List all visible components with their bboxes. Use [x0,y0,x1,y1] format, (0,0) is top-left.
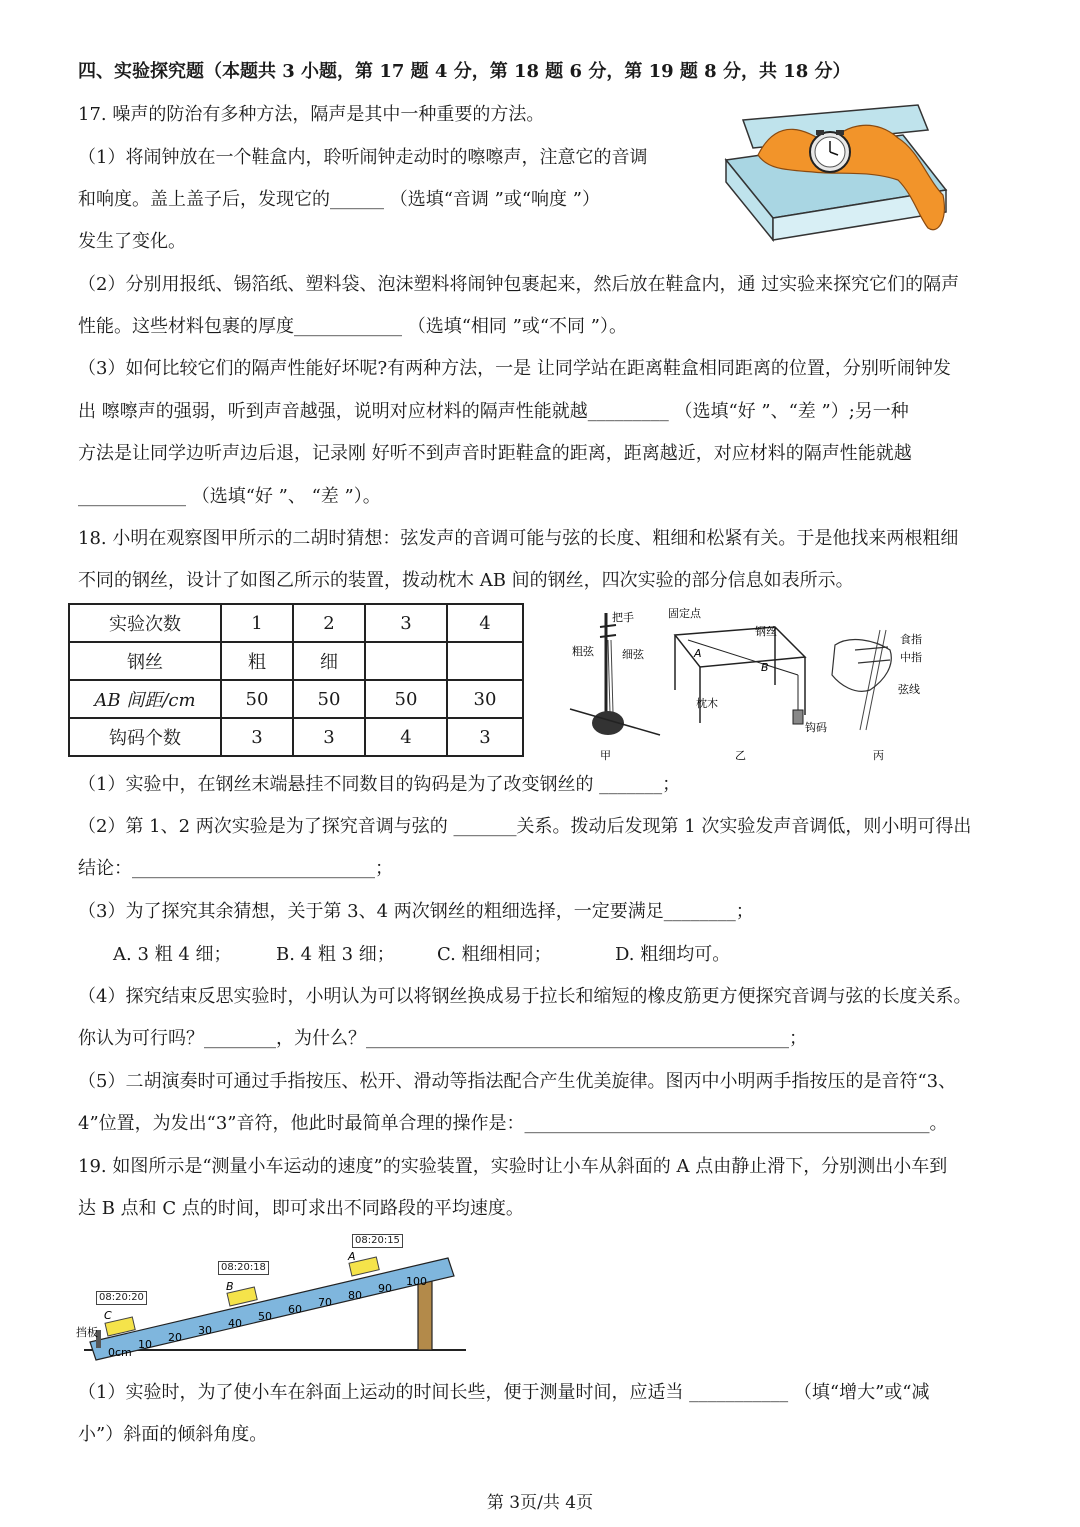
table-row [69,604,523,642]
table-cell: 4 [447,604,523,642]
q19-stem-line2: 达 B 点和 C 点的时间，即可求出不同路段的平均速度。 [78,1198,524,1219]
q17-part3-line1: （3）如何比较它们的隔声性能好坏呢?有两种方法，一是 让同学站在距离鞋盒相同距离的位置，分别听闹钟发 [78,358,951,379]
page-footer: 第 3页/共 4页 [486,1493,594,1513]
table-cell: 钢丝 [69,642,221,680]
table-cell [447,642,523,680]
table-cell: AB 间距/cm [69,680,221,718]
q17-part3-line3: 方法是让同学边听声边后退，记录刚 好听不到声音时距鞋盒的距离，距离越近，对应材料的隔声性能就越 [78,443,912,464]
q17-part1-line1: （1）将闹钟放在一个鞋盒内，聆听闹钟走动时的嚓嚓声，注意它的音调 [78,147,648,168]
ruler-tick: 30 [198,1324,212,1337]
ruler-tick: 20 [168,1331,182,1344]
table-row [69,642,523,680]
q19-stem-line1: 19. 如图所示是“测量小车运动的速度”的实验装置，实验时让小车从斜面的 A 点由静止滑下，分别测出小车到 [78,1156,948,1177]
label-handle: 把手 [612,611,634,624]
timer-c: 08:20:20 [96,1291,147,1305]
q17-part3-line2: 出 嚓嚓声的强弱，听到声音越强，说明对应材料的隔声性能就越_________ （选填“好 ”、“差 ”）;另一种 [78,401,909,422]
table-cell: 钩码个数 [69,718,221,756]
ruler-tick: 80 [348,1289,362,1302]
experiment-table [68,603,524,757]
table-cell: 3 [293,718,365,756]
q18-option-b: B. 4 粗 3 细； [276,944,395,965]
table-cell: 30 [447,680,523,718]
ruler-zero-label: 0cm [108,1346,132,1359]
q18-sub5-line2: 4”位置，为发出“3”音符，他此时最简单合理的操作是：_____________________________________________。 [78,1113,948,1134]
bench-icon [675,627,805,724]
q17-part2-line2: 性能。这些材料包裹的厚度____________ （选填“相同 ”或“不同 ”）。 [78,316,627,337]
q18-sub2-line1: （2）第 1、2 两次实验是为了探究音调与弦的 _______关系。拨动后发现第 1 次实验发声音调低，则小明可得出 [78,816,972,837]
q18-stem-line2: 不同的钢丝，设计了如图乙所示的装置，拨动枕木 AB 间的钢丝，四次实验的部分信息如表所示。 [78,570,854,591]
erhu-apparatus-figure [560,605,940,765]
shoebox-clock-figure [718,100,958,245]
table-cell: 3 [365,604,447,642]
label-fixed-point: 固定点 [668,607,701,620]
ruler-tick: 50 [258,1310,272,1323]
q18-option-c: C. 粗细相同； [437,944,552,965]
table-row [69,718,523,756]
q17-part1-line3: 发生了变化。 [78,231,186,252]
label-c: C [104,1309,112,1322]
caption-yi: 乙 [735,749,746,762]
q18-sub5-line1: （5）二胡演奏时可通过手指按压、松开、滑动等指法配合产生优美旋律。图丙中小明两手指按压的是音符“3、 [78,1071,957,1092]
label-weights: 钩码 [805,721,827,734]
table-cell: 细 [293,642,365,680]
ruler-tick: 60 [288,1303,302,1316]
q18-sub3: （3）为了探究其余猜想，关于第 3、4 两次钢丝的粗细选择，一定要满足________； [78,901,754,922]
label-b: B [226,1280,234,1293]
table-cell: 2 [293,604,365,642]
table-row [69,680,523,718]
table-cell: 50 [293,680,365,718]
q17-part2-line1: （2）分别用报纸、锡箔纸、塑料袋、泡沫塑料将闹钟包裹起来，然后放在鞋盒内，通 过实验来探究它们的隔声 [78,274,960,295]
label-thin-string: 细弦 [622,648,644,661]
q17-part3-line4: ____________ （选填“好 ”、 “差 ”）。 [78,486,381,507]
table-cell: 3 [447,718,523,756]
table-cell [365,642,447,680]
label-point-a: A [694,647,702,660]
label-thick-string: 粗弦 [572,645,594,658]
label-steel-wire: 钢丝 [755,625,777,638]
hand-icon [832,630,891,730]
label-middle-finger: 中指 [900,651,922,664]
table-cell: 3 [221,718,293,756]
ruler-tick: 100 [406,1275,427,1288]
table-cell: 实验次数 [69,604,221,642]
q18-option-a: A. 3 粗 4 细； [113,944,232,965]
caption-jia: 甲 [600,749,611,762]
table-cell: 粗 [221,642,293,680]
label-baffle: 挡板 [76,1326,98,1339]
q18-sub1: （1）实验中，在钢丝末端悬挂不同数目的钩码是为了改变钢丝的 _______； [78,774,681,795]
q18-sub2-line2: 结论：___________________________； [78,858,393,879]
label-point-b: B [761,661,769,674]
table-cell: 50 [365,680,447,718]
section-header: 四、实验探究题（本题共 3 小题，第 17 题 4 分，第 18 题 6 分，第 19 题 8 分，共 18 分） [78,61,851,82]
q19-sub1-line1: （1）实验时，为了使小车在斜面上运动的时间长些，便于测量时间，应适当 ___________ （填“增大”或“减 [78,1382,930,1403]
ruler-tick: 10 [138,1338,152,1351]
q17-part1-line2: 和响度。盖上盖子后，发现它的______ （选填“音调 ”或“响度 ”） [78,189,600,210]
label-index-finger: 食指 [900,633,922,646]
q18-stem-line1: 18. 小明在观察图甲所示的二胡时猜想：弦发声的音调可能与弦的长度、粗细和松紧有关。于是他找来两根粗细 [78,528,959,549]
label-a: A [348,1250,356,1263]
q19-sub1-line2: 小”）斜面的倾斜角度。 [78,1424,268,1445]
caption-bing: 丙 [873,749,884,762]
timer-b: 08:20:18 [218,1261,269,1275]
q18-sub4-line1: （4）探究结束反思实验时，小明认为可以将钢丝换成易于拉长和缩短的橡皮筋更方便探究音调与弦的长度关系。 [78,986,972,1007]
label-pillow: 枕木 [696,697,718,710]
erhu-icon [570,613,660,735]
q18-sub4-line2: 你认为可行吗？________，为什么？_______________________________________________； [78,1028,807,1049]
q17-stem: 17. 噪声的防治有多种方法，隔声是其中一种重要的方法。 [78,104,545,125]
label-string-line: 弦线 [898,683,920,696]
table-cell: 4 [365,718,447,756]
timer-a: 08:20:15 [352,1234,403,1248]
q18-option-d: D. 粗细均可。 [615,944,731,965]
ruler-tick: 40 [228,1317,242,1330]
ruler-tick: 90 [378,1282,392,1295]
table-cell: 50 [221,680,293,718]
ruler-tick: 70 [318,1296,332,1309]
table-cell: 1 [221,604,293,642]
